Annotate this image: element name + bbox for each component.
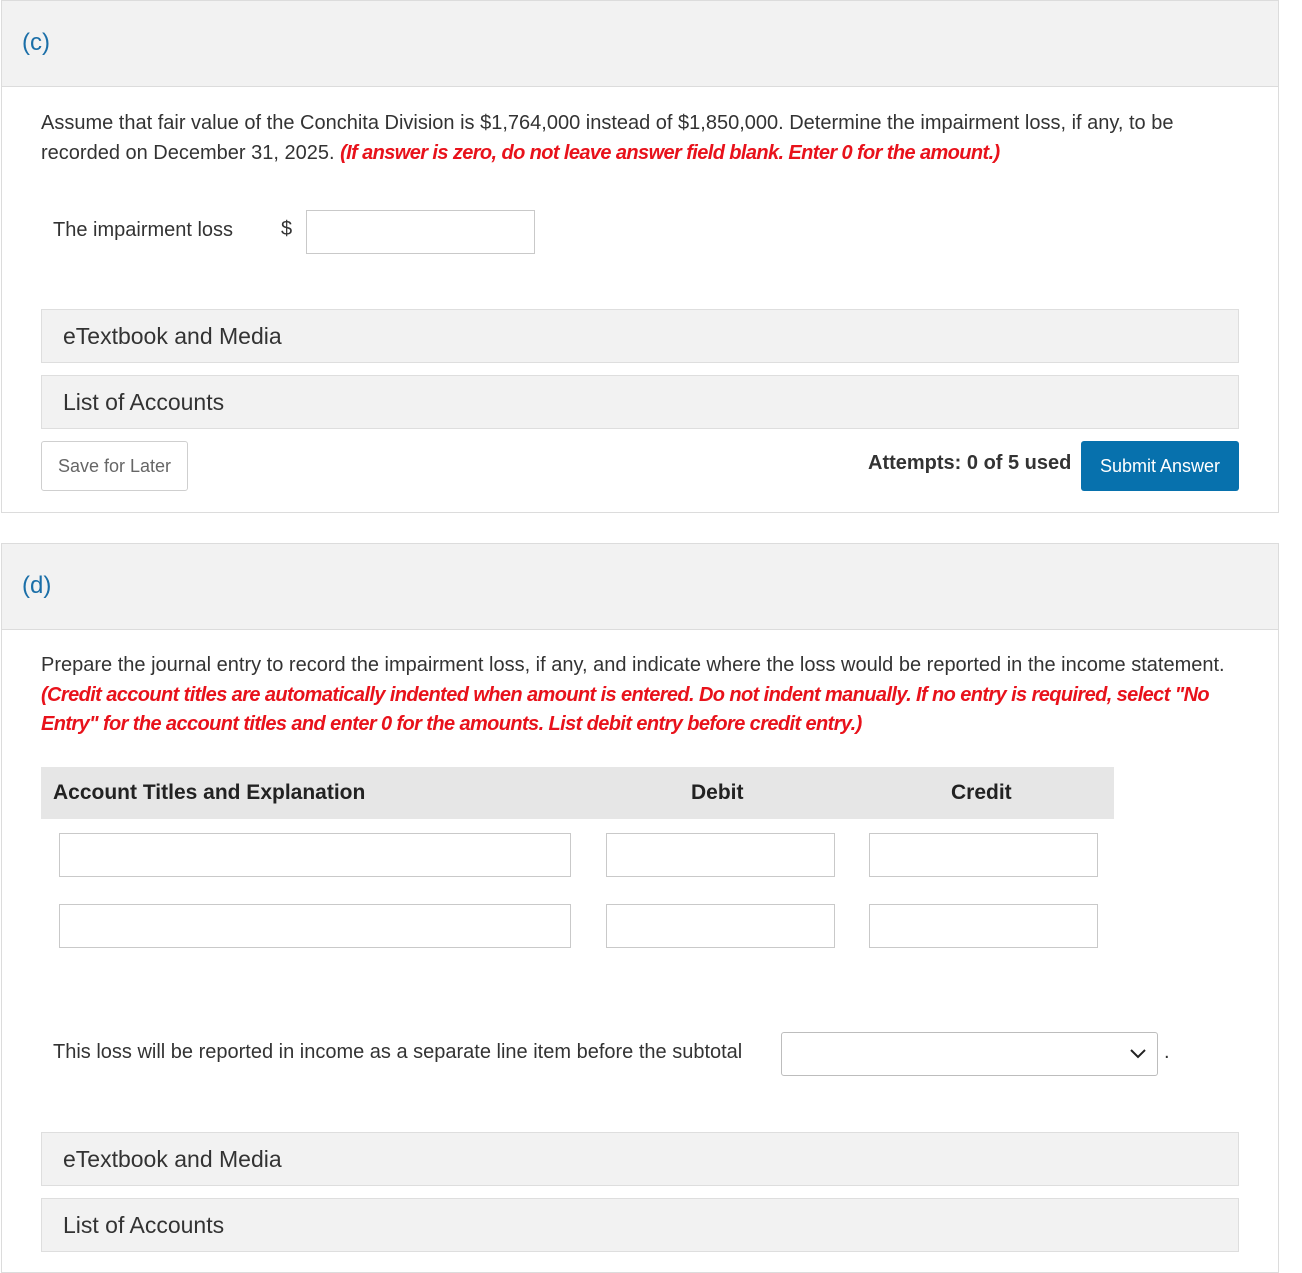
part-c-question <box>41 109 1241 168</box>
impairment-loss-label: The impairment loss <box>53 219 234 241</box>
part-d-header <box>2 544 1278 630</box>
chevron-down-icon <box>1128 1047 1148 1061</box>
part-d-list-of-accounts-bar[interactable]: List of Accounts <box>41 1198 1239 1252</box>
credit-header: Credit <box>951 781 1012 804</box>
sentence-period: . <box>1164 1041 1170 1063</box>
debit-input-1[interactable] <box>606 833 835 877</box>
part-d-question <box>41 651 1241 740</box>
subtotal-dropdown[interactable] <box>781 1032 1158 1076</box>
attempts-counter: Attempts: 0 of 5 used <box>868 452 1072 474</box>
save-for-later-button[interactable]: Save for Later <box>41 441 188 491</box>
part-c-label: (c) <box>22 29 50 56</box>
part-d-question-text: Prepare the journal entry to record the impairment loss, if any, and indicate where the loss would be reported in the income statement. <box>41 654 1225 676</box>
part-c-header <box>2 1 1278 87</box>
part-d-label: (d) <box>22 572 52 599</box>
account-title-input-2[interactable] <box>59 904 571 948</box>
part-c-panel <box>1 0 1279 513</box>
part-d-hint: (Credit account titles are automatically indented when amount is entered. Do not indent manually. If no entry is required, select "No Entry" for the account titles and enter 0 for the amounts. List debit entry before credit entry.) <box>41 683 1210 735</box>
impairment-loss-input[interactable] <box>306 210 535 254</box>
debit-input-2[interactable] <box>606 904 835 948</box>
part-c-list-of-accounts-bar[interactable]: List of Accounts <box>41 375 1239 429</box>
debit-header: Debit <box>691 781 744 804</box>
report-sentence: This loss will be reported in income as a separate line item before the subtotal <box>53 1041 743 1063</box>
submit-answer-button[interactable]: Submit Answer <box>1081 441 1239 491</box>
account-title-input-1[interactable] <box>59 833 571 877</box>
credit-input-2[interactable] <box>869 904 1098 948</box>
part-c-hint: (If answer is zero, do not leave answer field blank. Enter 0 for the amount.) <box>340 141 1000 164</box>
journal-table-header <box>41 767 1114 819</box>
part-c-etextbook-bar[interactable]: eTextbook and Media <box>41 309 1239 363</box>
credit-input-1[interactable] <box>869 833 1098 877</box>
account-titles-header: Account Titles and Explanation <box>53 781 366 804</box>
part-c-question-text: Assume that fair value of the Conchita Division is $1,764,000 instead of $1,850,000. Determine the impairment loss, if any, to be recorded on December 31, 2025. <box>41 112 1174 164</box>
currency-symbol: $ <box>281 218 293 240</box>
part-d-etextbook-bar[interactable]: eTextbook and Media <box>41 1132 1239 1186</box>
